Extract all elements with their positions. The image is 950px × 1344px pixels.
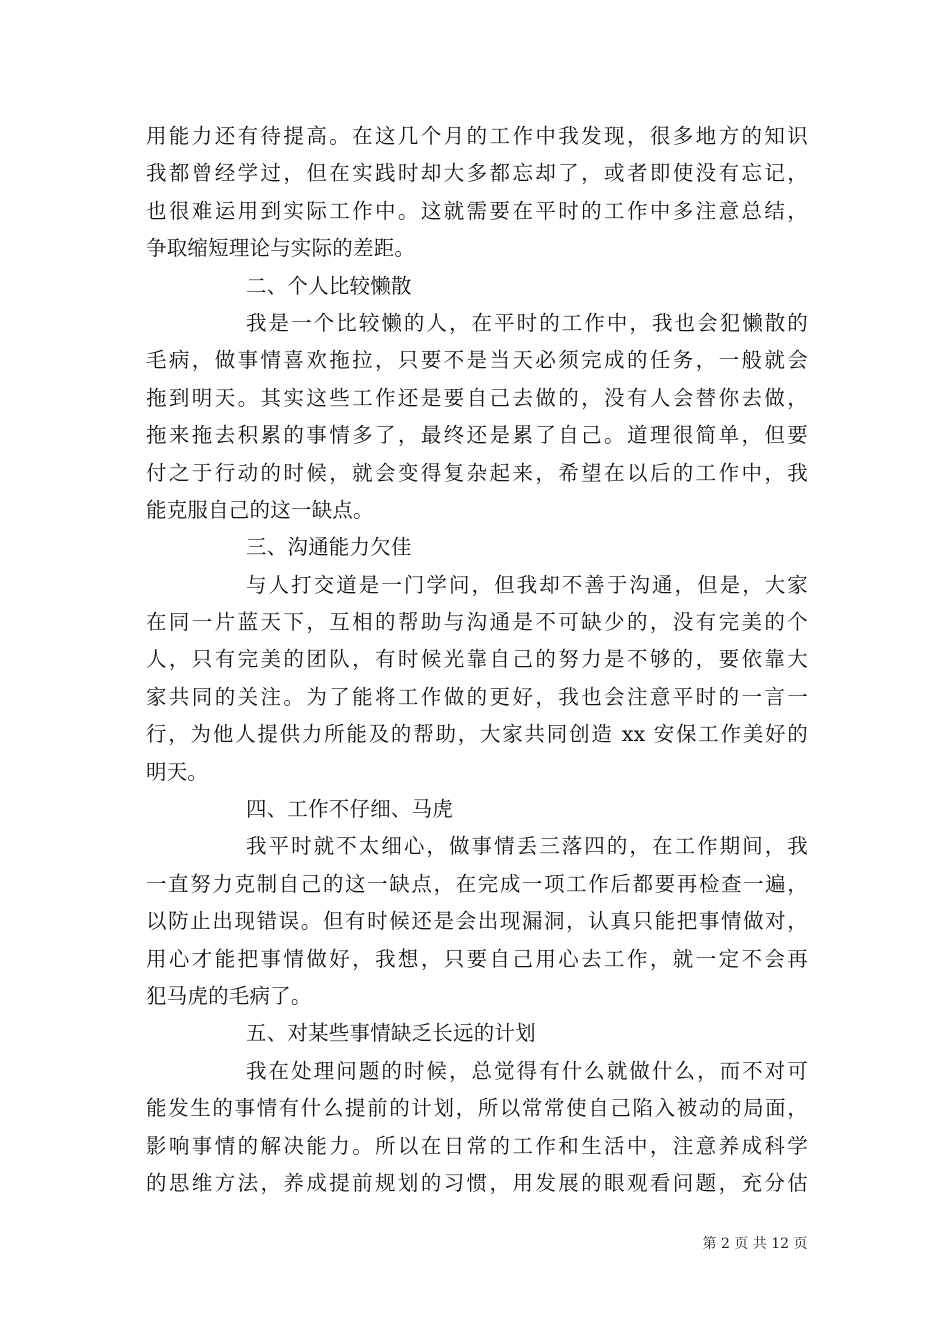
body-line: 影响事情的解决能力。所以在日常的工作和生活中，注意养成科学 [146, 1133, 808, 1158]
section-heading: 五、对某些事情缺乏长远的计划 [246, 1021, 536, 1046]
body-line: 用能力还有待提高。在这几个月的工作中我发现，很多地方的知识 [146, 124, 808, 148]
body-line: 拖到明天。其实这些工作还是要自己去做的，没有人会替你去做， [146, 385, 808, 410]
body-line: 我都曾经学过，但在实践时却大多都忘却了，或者即使没有忘记， [146, 161, 808, 186]
body-line: 明天。 [146, 759, 209, 784]
body-line: 也很难运用到实际工作中。这就需要在平时的工作中多注意总结， [146, 198, 808, 223]
body-line: 争取缩短理论与实际的差距。 [146, 236, 416, 261]
section-heading: 二、个人比较懒散 [246, 273, 412, 298]
page-number-footer: 第 2 页 共 12 页 [702, 1236, 808, 1252]
body-line: 以防止出现错误。但有时候还是会出现漏洞，认真只能把事情做对， [146, 909, 808, 934]
body-line: 犯马虎的毛病了。 [146, 983, 312, 1008]
paragraph-first-line: 我在处理问题的时候，总觉得有什么就做什么，而不对可 [246, 1058, 808, 1083]
body-line: 在同一片蓝天下，互相的帮助与沟通是不可缺少的，没有完美的个 [146, 610, 808, 635]
body-line: 家共同的关注。为了能将工作做的更好，我也会注意平时的一言一 [146, 684, 808, 709]
body-line: 能克服自己的这一缺点。 [146, 497, 374, 522]
section-heading: 三、沟通能力欠佳 [246, 535, 412, 560]
body-line: 人，只有完美的团队，有时候光靠自己的努力是不够的，要依靠大 [146, 647, 808, 672]
body-line: 毛病，做事情喜欢拖拉，只要不是当天必须完成的任务，一般就会 [146, 348, 808, 373]
paragraph-first-line: 我是一个比较懒的人，在平时的工作中，我也会犯懒散的 [246, 310, 808, 335]
body-line: 付之于行动的时候，就会变得复杂起来，希望在以后的工作中，我 [146, 460, 808, 485]
paragraph-first-line: 与人打交道是一门学问，但我却不善于沟通，但是，大家 [246, 572, 808, 597]
body-line: 拖来拖去积累的事情多了，最终还是累了自己。道理很简单，但要 [146, 423, 808, 448]
body-line: 能发生的事情有什么提前的计划，所以常常使自己陷入被动的局面， [146, 1096, 808, 1121]
paragraph-first-line: 我平时就不太细心，做事情丢三落四的，在工作期间，我 [246, 834, 808, 859]
body-line: 的思维方法，养成提前规划的习惯，用发展的眼观看问题，充分估 [146, 1170, 808, 1195]
body-line: 用心才能把事情做好，我想，只要自己用心去工作，就一定不会再 [146, 946, 808, 971]
body-line: 一直努力克制自己的这一缺点，在完成一项工作后都要再检查一遍， [146, 871, 808, 896]
section-heading: 四、工作不仔细、马虎 [246, 797, 453, 822]
document-body [146, 118, 808, 1202]
body-line: 行，为他人提供力所能及的帮助，大家共同创造 xx 安保工作美好的 [146, 722, 808, 747]
